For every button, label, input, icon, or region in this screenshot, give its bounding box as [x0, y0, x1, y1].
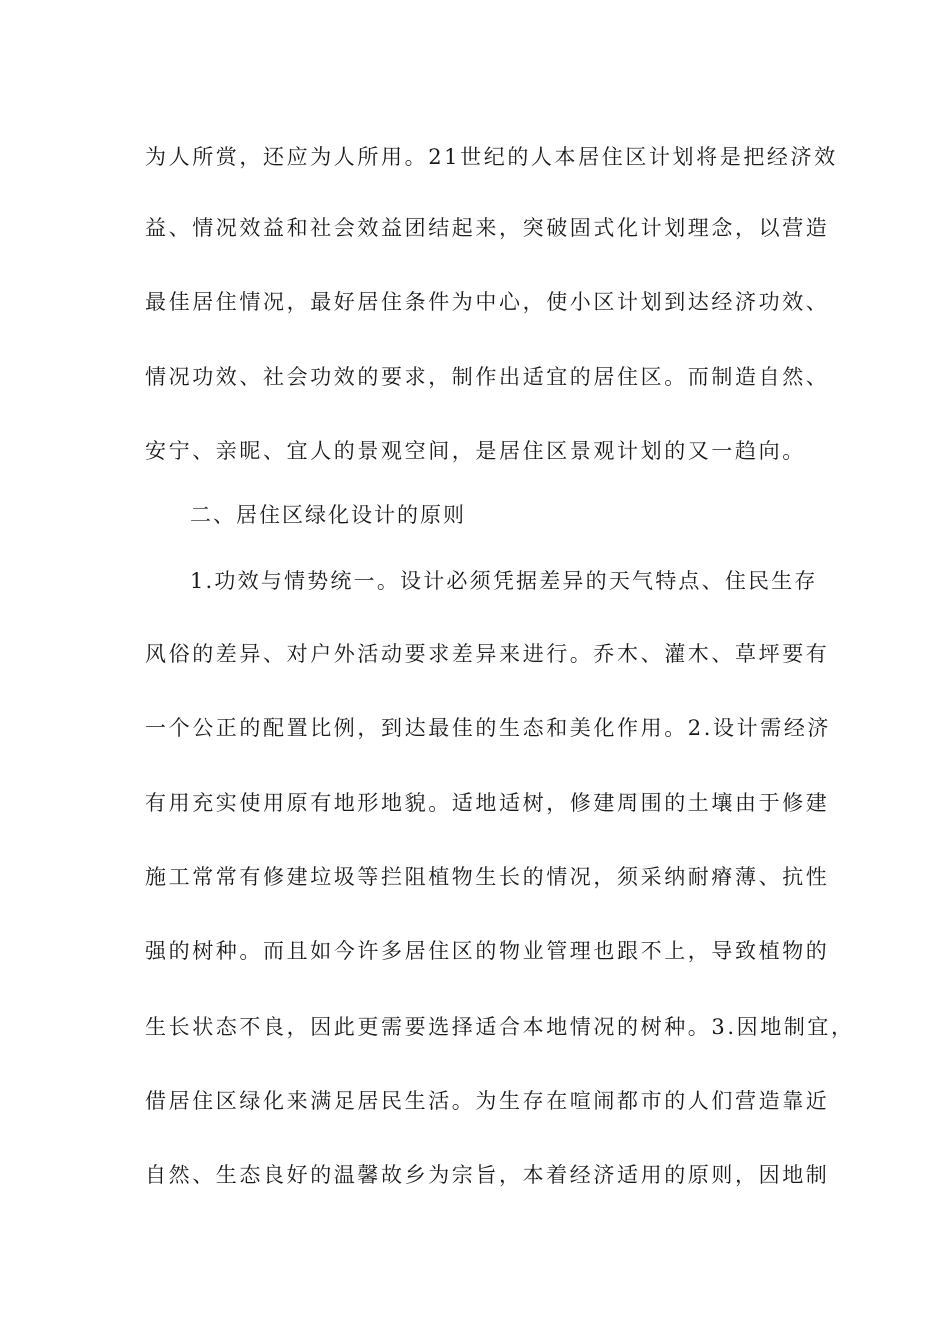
paragraph-line: 一个公正的配置比例，到达最佳的生态和美化作用。2.设计需经济: [145, 716, 832, 740]
paragraph-line: 自然、生态良好的温馨故乡为宗旨，本着经济适用的原则，因地制: [145, 1163, 830, 1187]
paragraph-line: 强的树种。而且如今许多居住区的物业管理也跟不上，导致植物的: [145, 939, 830, 963]
paragraph-line: 情况功效、社会功效的要求，制作出适宜的居住区。而制造自然、: [145, 365, 830, 389]
paragraph-line: 最佳居住情况，最好居住条件为中心，使小区计划到达经济功效、: [145, 290, 830, 314]
paragraph-line: 生长状态不良，因此更需要选择适合本地情况的树种。3.因地制宜，: [145, 1015, 855, 1039]
paragraph-line: 借居住区绿化来满足居民生活。为生存在喧闹都市的人们营造靠近: [145, 1089, 830, 1113]
paragraph-line: 1.功效与情势统一。设计必须凭据差异的天气特点、住民生存: [190, 569, 818, 593]
paragraph-line: 施工常常有修建垃圾等拦阻植物生长的情况，须采纳耐瘠薄、抗性: [145, 865, 830, 889]
paragraph-line: 为人所赏，还应为人所用。21世纪的人本居住区计划将是把经济效: [145, 145, 838, 169]
paragraph-line: 风俗的差异、对户外活动要求差异来进行。乔木、灌木、草坪要有: [145, 642, 830, 666]
paragraph-line: 有用充实使用原有地形地貌。适地适树，修建周围的土壤由于修建: [145, 791, 830, 815]
section-heading: 二、居住区绿化设计的原则: [190, 503, 466, 527]
paragraph-line: 益、情况效益和社会效益团结起来，突破固式化计划理念，以营造: [145, 216, 830, 240]
paragraph-line: 安宁、亲昵、宜人的景观空间，是居住区景观计划的又一趋向。: [145, 439, 806, 463]
